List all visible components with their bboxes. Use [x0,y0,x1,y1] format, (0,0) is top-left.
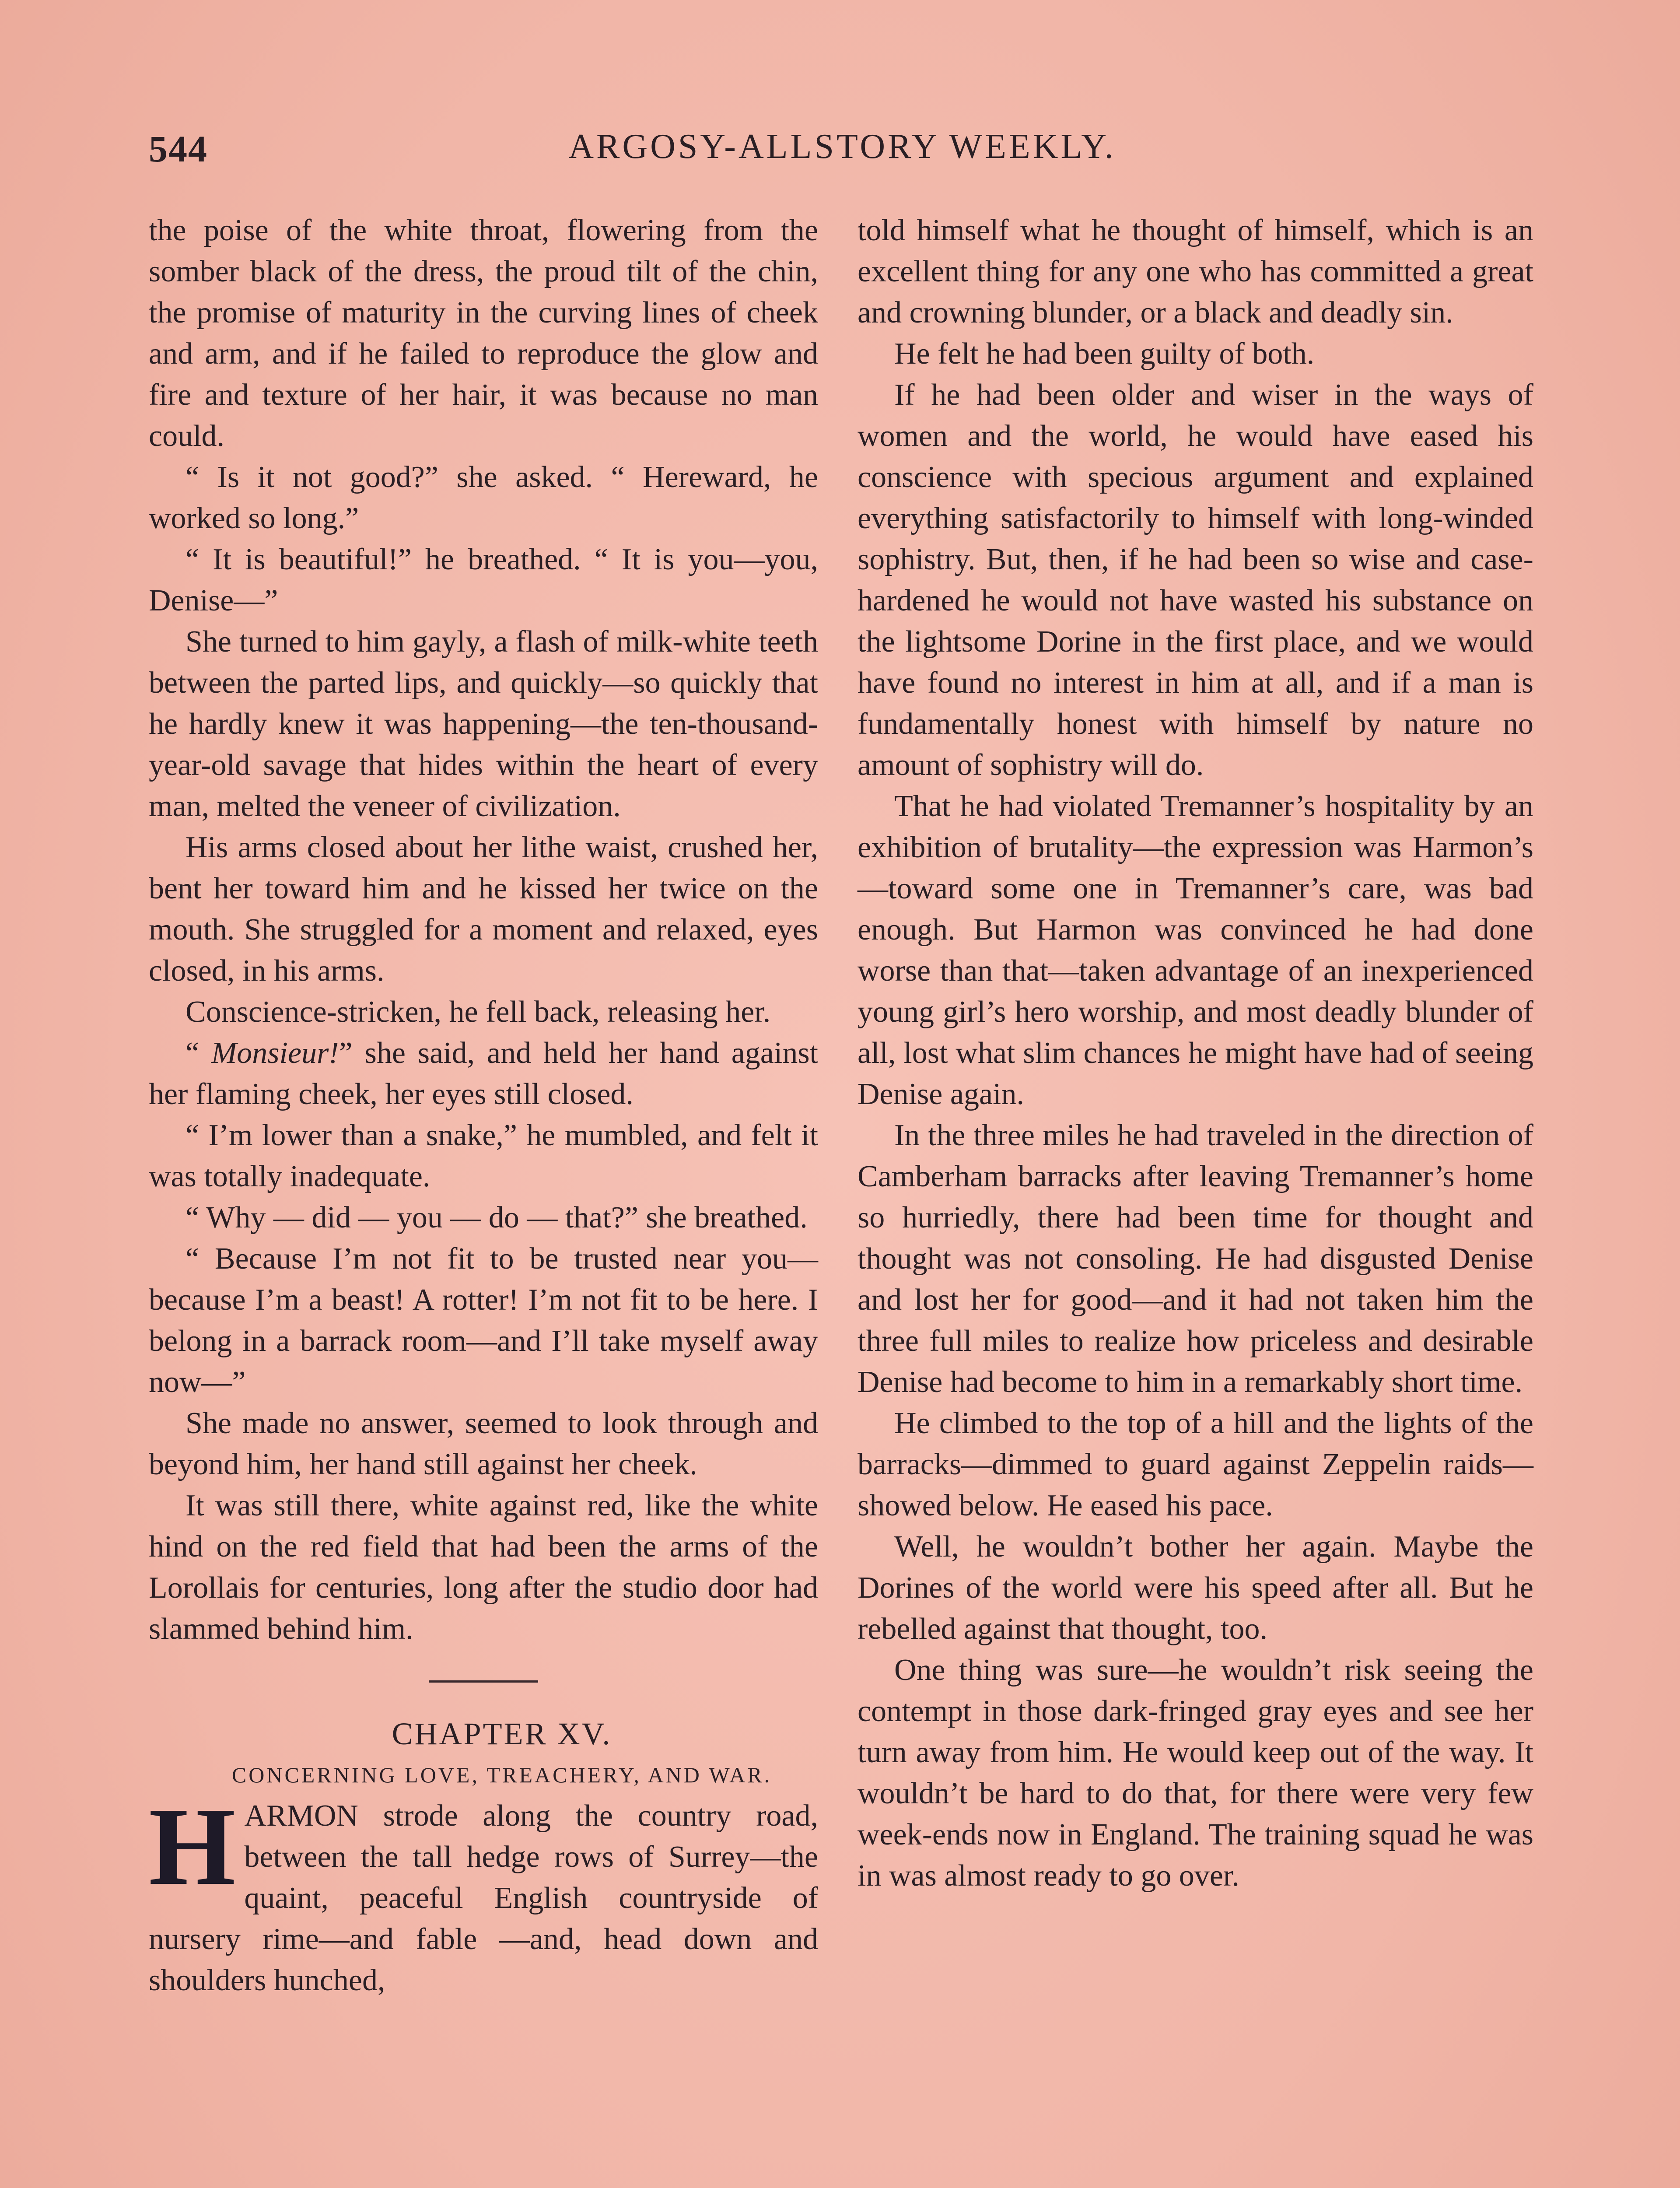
paragraph: “ Why — did — you — do — that?” she breathed. [186,1201,808,1234]
paragraph: Conscience-stricken, he fell back, releasing her. [186,995,771,1029]
paragraph: “ It is beautiful!” he breathed. “ It is you—you, Denise—” [149,543,818,617]
paragraph: “ Because I’m not fit to be trusted near you—because I’m a beast! A rotter! I’m not fit to be here. I belong in a barrack room—and I’ll take myself away now—” [149,1242,818,1399]
paragraph: Well, he wouldn’t bother her again. Maybe the Dorines of the world were his speed after all. But he rebelled against that thought, too. [858,1530,1533,1646]
paragraph: She made no answer, seemed to look through and beyond him, her hand still against her cheek. [149,1406,818,1481]
italic-word: Monsieur! [211,1036,339,1070]
paragraph: It was still there, white against red, like the white hind on the red field that had been the arms of the Lorollais for centuries, long after the studio door had slammed behind him. [149,1489,818,1646]
drop-cap: H [149,1785,236,1908]
chapter-opening-paragraph [149,1785,818,2001]
section-divider [429,1680,538,1683]
chapter-title: CHAPTER XV. [392,1716,612,1751]
paragraph: told himself what he thought of himself, which is an excellent thing for any one who has committed a great and crowning blunder, or a black and deadly sin. [858,214,1533,330]
quote-open: “ [186,1036,211,1070]
page-header [149,127,1536,175]
paragraph: His arms closed about her lithe waist, crushed her, bent her toward him and he kissed her twice on the mouth. She struggled for a moment and relaxed, eyes closed, in his arms. [149,831,818,988]
paragraph: He felt he had been guilty of both. [894,337,1315,371]
paragraph: That he had violated Tremanner’s hospitality by an exhibition of brutality—the expression was Harmon’s—toward some one in Tremanner’s care, was bad enough. But Harmon was convinced he had done worse than that—taken advantage of an inexperienced young girl’s hero worship, and most deadly blunder of all, lost what slim chances he might have had of seeing Denise again. [858,789,1533,1111]
left-column [149,210,818,2001]
running-head: ARGOSY-ALLSTORY WEEKLY. [568,127,1116,166]
paragraph: If he had been older and wiser in the ways of women and the world, he would have eased his conscience with specious argument and explained everything satisfactorily to himself with long-winded sophistry. But, then, if he had been so wise and case-hardened he would not have wasted his substance on the lightsome Dorine in the first place, and we would have found no interest in him at all, and if a man is fundamentally honest with himself by nature no amount of sophistry will do. [858,378,1533,782]
paragraph: the poise of the white throat, flowering from the somber black of the dress, the proud tilt of the chin, the promise of maturity in the curving lines of cheek and arm, and if he failed to reproduce the glow and fire and texture of her hair, it was because no man could. [149,214,818,453]
paragraph: One thing was sure—he wouldn’t risk seeing the contempt in those dark-fringed gray eyes and see her turn away from him. He would keep out of the way. It wouldn’t be hard to do that, for there were very few week-ends now in England. The training squad he was in was almost ready to go over. [858,1653,1533,1893]
paragraph: “ I’m lower than a snake,” he mumbled, and felt it was totally inadequate. [149,1119,818,1193]
paragraph: “ Is it not good?” she asked. “ Hereward, he worked so long.” [149,460,818,535]
paragraph: He climbed to the top of a hill and the lights of the barracks—dimmed to guard against Zeppelin raids—showed below. He eased his pace. [858,1406,1533,1522]
chapter-subtitle: CONCERNING LOVE, TREACHERY, AND WAR. [231,1763,772,1787]
paragraph-text: ARMON strode along the country road, between the tall hedge rows of Surrey—the quaint, peaceful English countryside of nursery rime—and fable —and, head down and shoulders hunched, [149,1799,818,1997]
paragraph: She turned to him gayly, a flash of milk-white teeth between the parted lips, and quickly—so quickly that he hardly knew it was happening—the ten-thousand-year-old savage that hides within the heart of every man, melted the veneer of civilization. [149,625,818,823]
paragraph: In the three miles he had traveled in the direction of Camberham barracks after leaving Tremanner’s home so hurriedly, there had been time for thought and thought was not consoling. He had disgusted Denise and lost her for good—and it had not taken him the three full miles to realize how priceless and desirable Denise had become to him in a remarkably short time. [858,1119,1533,1399]
right-column [858,210,1533,1897]
paragraph [149,1033,818,1115]
page-number: 544 [149,128,208,170]
quote-rest: ” she said, and held her hand against her flaming cheek, her eyes still closed. [149,1036,819,1111]
